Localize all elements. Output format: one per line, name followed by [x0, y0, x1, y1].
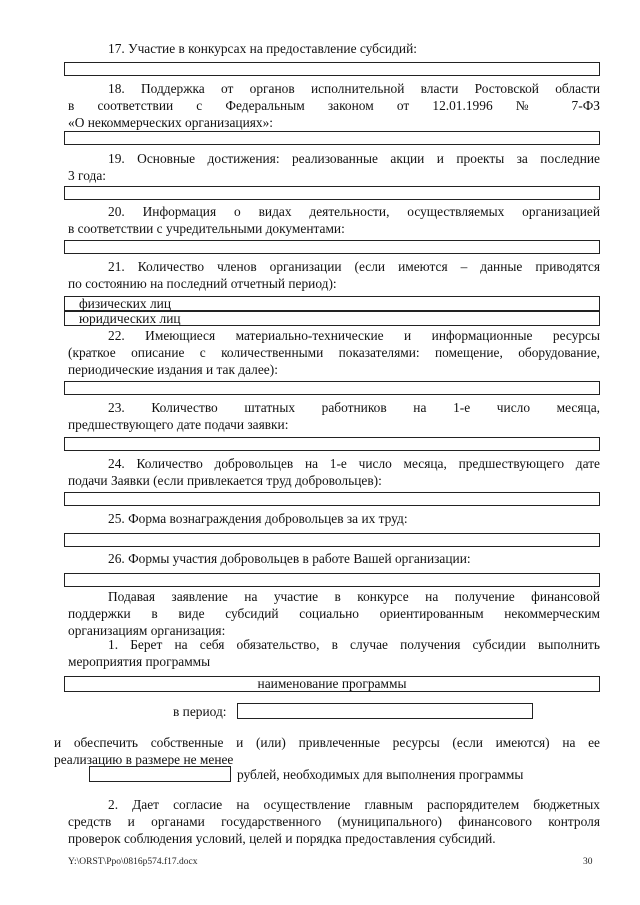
item-23-line2: предшествующего дате подачи заявки: [68, 417, 289, 432]
rubles-label: рублей, необходимых для выполнения программы [237, 767, 524, 782]
item-18-line3: «О некоммерческих организациях»: [68, 115, 274, 130]
item-23 [68, 399, 600, 433]
declaration-intro-line3: организациям организация: [68, 623, 226, 638]
item-22-line2: (краткое описание с количественными показателями: помещение, оборудование, [68, 345, 600, 360]
members-legal-label: юридических лиц [79, 311, 181, 326]
item-19-line1: 19. Основные достижения: реализованные акции и проекты за последние [108, 151, 600, 166]
item-20-line2: в соответствии с учредительными документами: [68, 221, 345, 236]
item-18-field[interactable] [64, 131, 600, 145]
declaration-resources-line1: и обеспечить собственные и (или) привлеченные ресурсы (если имеются) на ее [54, 735, 600, 750]
item-25-field[interactable] [64, 533, 600, 547]
declaration-point-2-line1: 2. Дает согласие на осуществление главным распорядителем бюджетных [108, 797, 600, 812]
declaration-intro-line1: Подавая заявление на участие в конкурсе на получение финансовой [108, 589, 600, 604]
item-20-line1: 20. Информация о видах деятельности, осуществляемых организацией [108, 204, 600, 219]
item-24-line1: 24. Количество добровольцев на 1-е число месяца, предшествующего дате [108, 456, 600, 471]
program-name-caption: наименование программы [257, 676, 407, 691]
declaration-resources [54, 734, 600, 768]
members-legal-row[interactable] [64, 311, 600, 326]
item-21-line2: по состоянию на последний отчетный период): [68, 276, 337, 291]
period-input[interactable] [237, 703, 533, 719]
declaration-point-2-line3: проверок соблюдения условий, целей и порядка предоставления субсидий. [68, 831, 496, 846]
program-name-field[interactable] [64, 676, 600, 692]
item-21 [68, 258, 600, 292]
item-22-line1: 22. Имеющиеся материально-технические и информационные ресурсы [108, 328, 600, 343]
item-19 [68, 150, 600, 184]
item-22-line3: периодические издания и так далее): [68, 362, 278, 377]
amount-input[interactable] [89, 766, 231, 782]
item-23-field[interactable] [64, 437, 600, 451]
declaration-point-2 [68, 796, 600, 847]
item-25-text: 25. Форма вознаграждения добровольцев за их труд: [108, 511, 408, 526]
item-22 [68, 327, 600, 378]
item-19-line2: 3 года: [68, 168, 106, 183]
members-physical-row[interactable] [64, 296, 600, 311]
item-26-text: 26. Формы участия добровольцев в работе Вашей организации: [108, 551, 471, 566]
item-19-field[interactable] [64, 186, 600, 200]
item-18 [68, 80, 600, 131]
item-26 [68, 550, 600, 567]
declaration-intro [68, 588, 600, 639]
declaration-point-1-line1: 1. Берет на себя обязательство, в случае получения субсидии выполнить [108, 637, 600, 652]
item-20-field[interactable] [64, 240, 600, 254]
item-24 [68, 455, 600, 489]
item-17-text: 17. Участие в конкурсах на предоставление субсидий: [108, 41, 417, 56]
item-18-line1: 18. Поддержка от органов исполнительной власти Ростовской области [108, 81, 600, 96]
declaration-point-1-line2: мероприятия программы [68, 654, 211, 669]
footer-file-path: Y:\ORST\Ppo\0816p574.f17.docx [68, 857, 198, 867]
declaration-point-1 [68, 636, 600, 670]
item-24-field[interactable] [64, 492, 600, 506]
item-18-line2: в соответствии с Федеральным законом от 12.01.1996 № 7-ФЗ [68, 98, 600, 113]
footer-page-number: 30 [583, 857, 593, 867]
period-label: в период: [173, 704, 227, 719]
item-21-line1: 21. Количество членов организации (если имеются – данные приводятся [108, 259, 600, 274]
item-22-field[interactable] [64, 381, 600, 395]
declaration-point-2-line2: средств и органами государственного (муниципального) финансового контроля [68, 814, 600, 829]
item-23-line1: 23. Количество штатных работников на 1-е число месяца, [108, 400, 600, 415]
item-24-line2: подачи Заявки (если привлекается труд добровольцев): [68, 473, 382, 488]
item-20 [68, 203, 600, 237]
declaration-intro-line2: поддержки в виде субсидий социально ориентированным некоммерческим [68, 606, 600, 621]
item-17-field[interactable] [64, 62, 600, 76]
declaration-resources-line2: реализацию в размере не менее [54, 752, 234, 767]
item-25 [68, 510, 600, 527]
item-17 [68, 40, 600, 57]
members-physical-label: физических лиц [79, 296, 171, 311]
item-26-field[interactable] [64, 573, 600, 587]
